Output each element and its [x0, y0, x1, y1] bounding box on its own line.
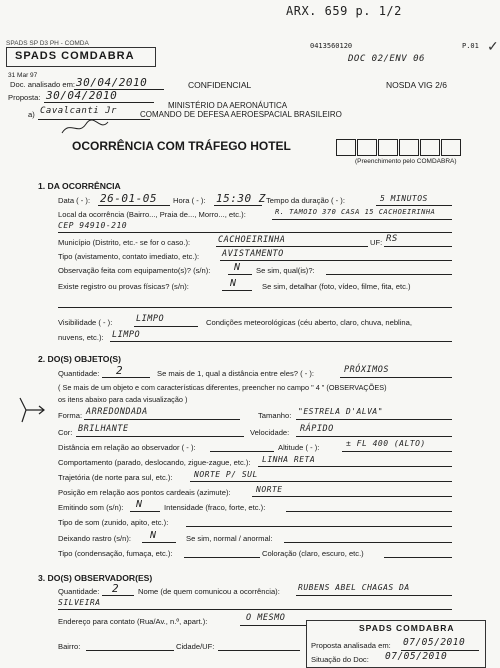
- proposta-line: [44, 102, 154, 103]
- comportamento-value: LINHA RETA: [262, 455, 316, 464]
- trajetoria-line: [190, 481, 452, 482]
- ministry-line1: MINISTÉRIO DA AERONÁUTICA: [168, 101, 288, 110]
- quantidade-observadores-line: [102, 595, 134, 596]
- emitindo-som-value: N: [136, 499, 143, 510]
- distancia-observador-label: Distância em relação ao observador ( - ):: [58, 443, 196, 452]
- proposta-label: Proposta:: [8, 93, 41, 102]
- hotel-box-2: [357, 139, 377, 156]
- municipio-value: CACHOEIRINHA: [218, 235, 286, 245]
- equipamento-qual-label: Se sim, qual(is)?:: [256, 266, 315, 275]
- posicao-value: NORTE: [256, 485, 283, 494]
- hotel-box-4: [399, 139, 419, 156]
- cidade-line: [218, 650, 300, 651]
- local-line-1: [272, 219, 452, 220]
- objetos-note-2: os itens abaixo para cada visualização ): [58, 395, 188, 404]
- rastro-sim-label: Se sim, normal / anormal:: [186, 534, 273, 543]
- registro-detail-label: Se sim, detalhar (foto, vídeo, filme, fita, etc.): [262, 282, 411, 291]
- section2-heading: 2. DO(S) OBJETO(S): [38, 354, 121, 364]
- bottom-proposta-label: Proposta analisada em:: [311, 641, 391, 650]
- tipo-value: AVISTAMENTO: [222, 249, 284, 259]
- uf-value: RS: [386, 234, 398, 244]
- nome-value-2: SILVEIRA: [58, 598, 101, 607]
- stamp-org: SPADS COMDABRA: [15, 50, 135, 62]
- municipio-line: [216, 246, 368, 247]
- objetos-note-1: ( Se mais de um objeto e com características diferentes, preencher no campo " 4 " (OBSERVAÇÕES): [58, 383, 387, 392]
- fax-page: P.01: [462, 42, 479, 50]
- rastro-line: [142, 542, 176, 543]
- visibilidade-value: LIMPO: [136, 314, 165, 324]
- forma-label: Forma:: [58, 411, 83, 420]
- local-label: Local da ocorrência (Bairro..., Praia de..., Morro..., etc.):: [58, 210, 246, 219]
- municipio-label: Município (Distrito, etc.- se for o caso.):: [58, 238, 191, 247]
- velocidade-label: Velocidade:: [250, 428, 290, 437]
- rastro-label: Deixando rastro (s/n):: [58, 534, 132, 543]
- posicao-line: [252, 496, 452, 497]
- distancia-entre-value: PRÓXIMOS: [344, 365, 389, 375]
- registro-detail-line: [58, 307, 452, 308]
- distancia-entre-line: [340, 377, 452, 378]
- registro-line: [222, 290, 252, 291]
- hotel-box-6: [441, 139, 461, 156]
- bottom-situacao-value: 07/05/2010: [385, 651, 448, 662]
- emitindo-som-label: Emitindo som (s/n):: [58, 503, 124, 512]
- bottom-stamp-org: SPADS COMDABRA: [359, 623, 455, 633]
- title-note: (Preenchimento pelo COMDABRA): [355, 158, 457, 165]
- cor-line: [76, 436, 244, 437]
- doc-analisado-label: Doc. analisado em:: [10, 80, 76, 89]
- tamanho-value: "ESTRELA D'ALVA": [298, 407, 384, 416]
- rastro-value: N: [150, 530, 157, 541]
- check-mark-icon: ✓: [487, 38, 499, 54]
- data-label: Data ( - ):: [58, 196, 91, 205]
- archive-reference: ARX. 659 p. 1/2: [286, 4, 402, 18]
- visibilidade-line: [134, 326, 198, 327]
- hotel-box-1: [336, 139, 356, 156]
- bairro-label: Bairro:: [58, 642, 81, 651]
- cor-value: BRILHANTE: [78, 424, 129, 434]
- bottom-comdabra-stamp: [306, 620, 486, 668]
- margin-arrow-mark: [16, 396, 46, 424]
- visibilidade-label: Visibilidade ( - ):: [58, 318, 113, 327]
- coloracao-label: Coloração (claro, escuro, etc.): [262, 549, 364, 558]
- quantidade-objetos-value: 2: [116, 364, 124, 377]
- proposta-date: 30/04/2010: [46, 89, 118, 102]
- tipo-rastro-label: Tipo (condensação, fumaça, etc.):: [58, 549, 173, 558]
- section3-heading: 3. DO(S) OBSERVADOR(ES): [38, 573, 153, 583]
- equipamento-value: N: [234, 262, 241, 273]
- section1-heading: 1. DA OCORRÊNCIA: [38, 181, 121, 191]
- hora-value: 15:30 Z: [216, 192, 266, 205]
- duracao-line: [376, 205, 452, 206]
- velocidade-value: RÁPIDO: [300, 424, 334, 434]
- tipo-som-label: Tipo de som (zunido, apito, etc.):: [58, 518, 169, 527]
- equipamento-label: Observação feita com equipamento(s)? (s/n):: [58, 266, 211, 275]
- velocidade-line: [296, 436, 452, 437]
- quantidade-objetos-line: [102, 377, 150, 378]
- initials-scribble: [60, 118, 110, 138]
- fax-number: 0413560120: [310, 42, 353, 50]
- data-line: [98, 205, 170, 206]
- equipamento-line: [228, 274, 252, 275]
- condicoes-label: Condições meteorológicas (céu aberto, claro, chuva, neblina,: [206, 318, 412, 327]
- tamanho-label: Tamanho:: [258, 411, 292, 420]
- hotel-box-5: [420, 139, 440, 156]
- hotel-box-3: [378, 139, 398, 156]
- hora-label: Hora ( - ):: [173, 196, 206, 205]
- rastro-sim-line: [284, 542, 452, 543]
- uf-label: UF:: [370, 238, 383, 247]
- condicoes-label-2: nuvens, etc.):: [58, 333, 104, 342]
- intensidade-label: Intensidade (fraco, forte, etc.):: [164, 503, 266, 512]
- altitude-line: [342, 451, 452, 452]
- tipo-rastro-line: [184, 557, 260, 558]
- quantidade-observadores-label: Quantidade:: [58, 587, 100, 596]
- nome-label: Nome (de quem comunicou a ocorrência):: [138, 587, 280, 596]
- classification-label: CONFIDENCIAL: [188, 80, 252, 90]
- quantidade-observadores-value: 2: [112, 582, 120, 595]
- fax-header-line: SPADS SP D3 PH - COMDA: [6, 40, 89, 47]
- condicoes-line: [110, 341, 452, 342]
- local-line-2: [58, 232, 452, 233]
- duracao-value: 5 MINUTOS: [380, 194, 428, 203]
- local-value-1: R. TAMOIO 370 CASA 15 CACHOEIRINHA: [275, 208, 436, 216]
- tipo-som-line: [186, 526, 452, 527]
- nome-line-2: [58, 609, 452, 610]
- intensidade-line: [286, 511, 452, 512]
- ministry-line2: COMANDO DE DEFESA AEROESPACIAL BRASILEIRO: [140, 110, 342, 119]
- signature: Cavalcanti Jr: [40, 106, 117, 116]
- distancia-entre-label: Se mais de 1, qual a distância entre eles? ( - ):: [157, 369, 315, 378]
- doc-analisado-date: 30/04/2010: [76, 76, 148, 89]
- comdabra-stamp: [6, 47, 156, 67]
- comportamento-line: [258, 466, 452, 467]
- form-title: OCORRÊNCIA COM TRÁFEGO HOTEL: [72, 139, 291, 153]
- forma-value: ARREDONDADA: [86, 407, 148, 417]
- distancia-observador-line: [210, 451, 274, 452]
- stamp-date: 31 Mar 97: [8, 72, 38, 79]
- tamanho-line: [296, 419, 452, 420]
- signature-a-label: a): [28, 110, 35, 119]
- nome-value-1: RUBENS ABEL CHAGAS DA: [298, 583, 410, 592]
- posicao-label: Posição em relação aos pontos cardeais (azimute):: [58, 488, 231, 497]
- bottom-situacao-label: Situação do Doc:: [311, 655, 369, 664]
- trajetoria-label: Trajetória (de norte para sul, etc.):: [58, 473, 173, 482]
- document-reference: DOC 02/ENV 06: [348, 54, 425, 64]
- cor-label: Cor:: [58, 428, 73, 437]
- trajetoria-value: NORTE P/ SUL: [194, 470, 258, 479]
- tipo-line: [220, 260, 452, 261]
- local-value-2: CEP 94910-210: [58, 221, 128, 230]
- bairro-line: [86, 650, 174, 651]
- endereco-label: Endereço para contato (Rua/Av., n.º, apart.):: [58, 617, 208, 626]
- registro-value: N: [230, 278, 237, 289]
- forma-line: [84, 419, 240, 420]
- altitude-value: ± FL 400 (ALTO): [346, 439, 426, 448]
- nome-line-1: [296, 595, 452, 596]
- altitude-label: Altitude ( - ):: [278, 443, 320, 452]
- data-value: 26-01-05: [100, 192, 157, 205]
- cidade-label: Cidade/UF:: [176, 642, 215, 651]
- uf-line: [384, 246, 452, 247]
- duracao-label: Tempo da duração ( - ):: [266, 196, 345, 205]
- equipamento-qual-line: [326, 274, 452, 275]
- tipo-label: Tipo (avistamento, contato imediato, etc.):: [58, 252, 200, 261]
- comportamento-label: Comportamento (parado, deslocando, zigue-zague, etc.):: [58, 458, 251, 467]
- registro-label: Existe registro ou provas físicas? (s/n):: [58, 282, 189, 291]
- hora-line: [214, 205, 262, 206]
- coloracao-line: [384, 557, 452, 558]
- emitindo-som-line: [130, 511, 160, 512]
- quantidade-objetos-label: Quantidade:: [58, 369, 100, 378]
- bottom-proposta-date: 07/05/2010: [403, 637, 466, 648]
- condicoes-value: LIMPO: [112, 330, 141, 340]
- endereco-value: O MESMO: [246, 613, 286, 623]
- nosda-label: NOSDA VIG 2/6: [386, 80, 447, 90]
